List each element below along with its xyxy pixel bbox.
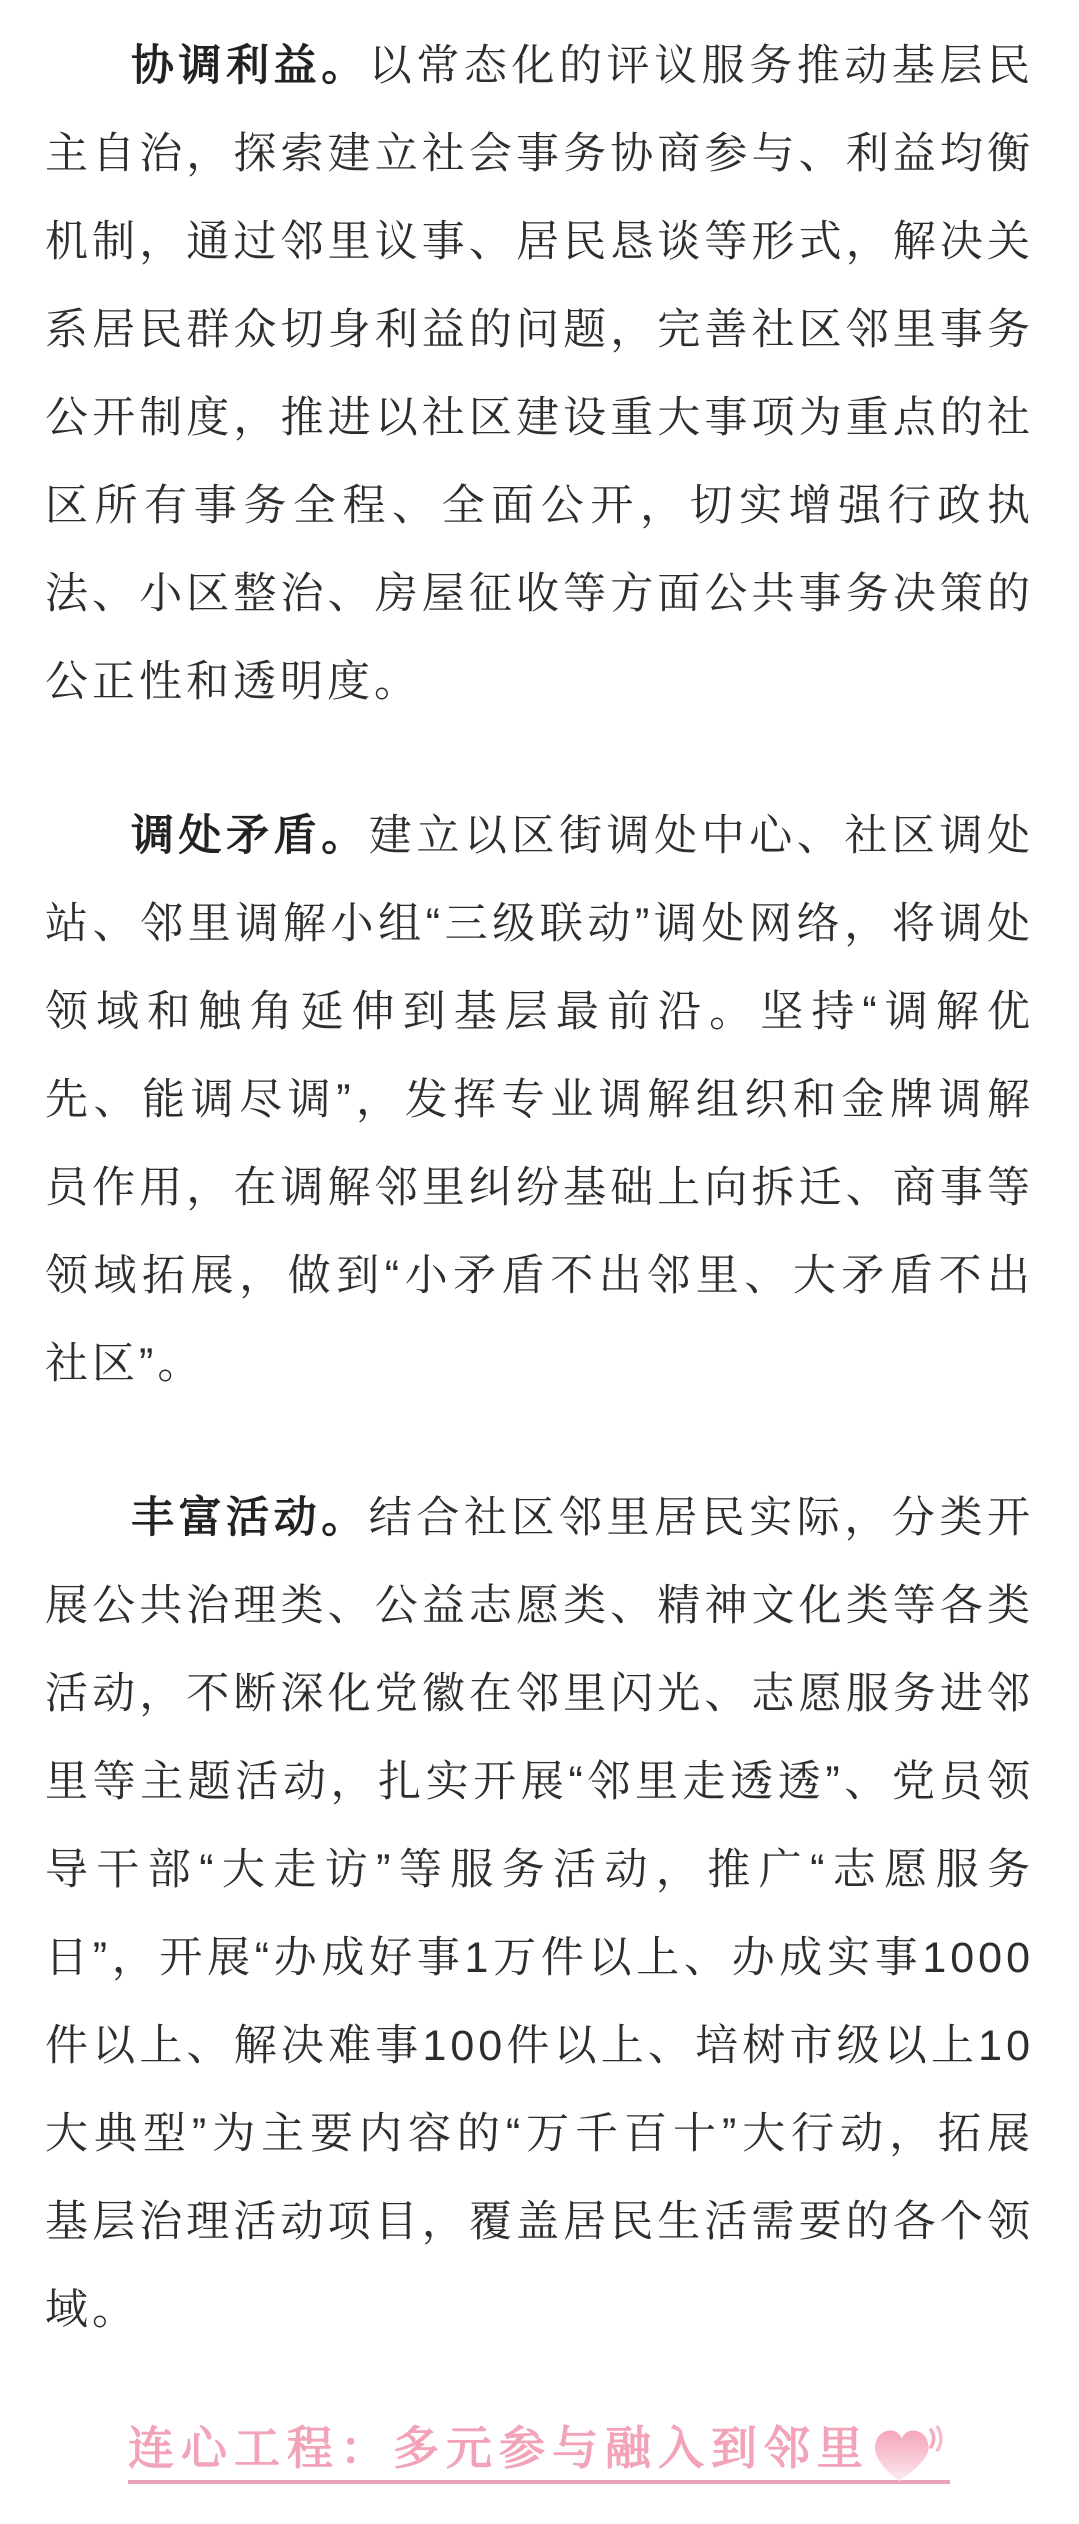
section-heading-lianxin-project xyxy=(128,2416,950,2484)
paragraph-text: 建立以区街调处中心、社区调处站、邻里调解小组“三级联动”调处网络，将调处领域和触角延伸到基层最前沿。坚持“调解优先、能调尽调”，发挥专业调解组织和金牌调解员作用，在调解邻里纠纷基础上向拆迁、商事等领域拓展，做到“小矛盾不出邻里、大矛盾不出社区”。 xyxy=(45,812,1035,1388)
paragraph-text: 以常态化的评议服务推动基层民主自治，探索建立社会事务协商参与、利益均衡机制，通过邻里议事、居民恳谈等形式，解决关系居民群众切身利益的问题，完善社区邻里事务公开制度，推进以社区建设重大事项为重点的社区所有事务全程、全面公开，切实增强行政执法、小区整治、房屋征收等方面公共事务决策的公正性和透明度。 xyxy=(45,42,1035,706)
section-heading-text: 连心工程：多元参与融入到邻里 xyxy=(128,2422,870,2474)
paragraph-lead: 调处矛盾。 xyxy=(131,812,369,860)
paragraph-coordinate-interests xyxy=(45,22,1034,726)
paragraph-mediate-conflicts xyxy=(45,792,1034,1408)
paragraph-lead: 协调利益。 xyxy=(131,42,369,90)
beating-heart-icon xyxy=(872,2425,944,2483)
paragraph-lead: 丰富活动。 xyxy=(131,1494,369,1542)
paragraph-enrich-activities xyxy=(45,1474,1034,2354)
paragraph-text: 结合社区邻里居民实际，分类开展公共治理类、公益志愿类、精神文化类等各类活动，不断深化党徽在邻里闪光、志愿服务进邻里等主题活动，扎实开展“邻里走透透”、党员领导干部“大走访”等服务活动，推广“志愿服务日”，开展“办成好事1万件以上、办成实事1000件以上、解决难事100件以上、培树市级以上10大典型”为主要内容的“万千百十”大行动，拓展基层治理活动项目，覆盖居民生活需要的各个领域。 xyxy=(45,1494,1035,2334)
